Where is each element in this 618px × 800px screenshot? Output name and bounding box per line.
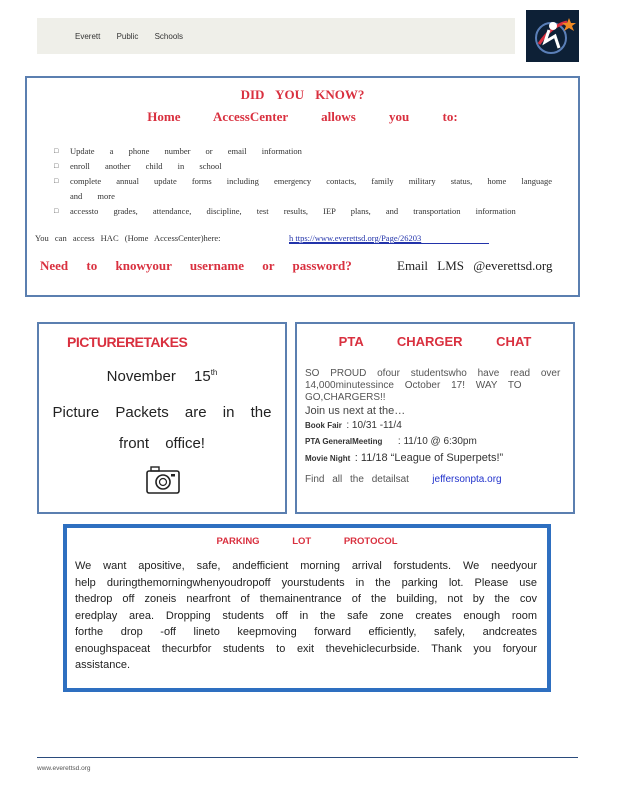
know-title: DID YOU KNOW? bbox=[240, 87, 365, 102]
did-you-know-section bbox=[25, 76, 580, 297]
hac-feature-list bbox=[54, 144, 559, 219]
retakes-body: Picture Packets are in the front office! bbox=[52, 404, 272, 452]
list-item: □ Update a phone number or email information bbox=[54, 144, 559, 159]
pta-find-text: Find all the detailsat jeffersonpta.org bbox=[305, 474, 502, 485]
charger-logo-icon bbox=[529, 12, 577, 60]
need-text: Need to knowyour username or password? bbox=[40, 258, 352, 273]
pta-join-text: Join us next at the… bbox=[305, 405, 406, 417]
pta-title: PTA CHARGER CHAT bbox=[338, 334, 532, 349]
pta-event: Movie Night : 11/18 “League of Superpets!” bbox=[305, 452, 504, 464]
parking-protocol-section bbox=[63, 524, 551, 692]
list-item: □ complete annual update forms including emergency contacts, family military status, home language and more bbox=[54, 174, 559, 204]
school-logo bbox=[526, 10, 579, 62]
camera-icon bbox=[145, 464, 181, 496]
footer-url: www.everettsd.org bbox=[37, 765, 91, 772]
pta-link[interactable]: jeffersonpta.org bbox=[432, 474, 502, 485]
retakes-date: November 15th bbox=[106, 368, 218, 385]
list-item: □ enroll another child in school bbox=[54, 159, 559, 174]
pta-proud-text: SO PROUD ofour studentswho have read over 14,000minutessince October 17! WAY TO GO,CHARGERS!! bbox=[305, 368, 561, 403]
pta-event: Book Fair : 10/31 -11/4 bbox=[305, 420, 402, 431]
list-item: □ accessto grades, attendance, discipline, test results, IEP plans, and transportation information bbox=[54, 204, 559, 219]
district-name: Everett Public Schools bbox=[75, 31, 184, 41]
access-text: You can access HAC (Home AccessCenter)here: bbox=[35, 233, 221, 243]
know-subtitle: Home AccessCenter allows you to: bbox=[147, 109, 458, 124]
parking-body: We want apositive, safe, andefficient morning arrival forstudents. We needyour help duringthemorningwhenyoudropoff yourstudents in the parking lot. Please use thedrop off zoneis nearfront of themainentrance of the building, not by the cov eredplay area. Dropping students off in the safe zone creates enough room forthe drop -off lineto keepmoving forward efficiently, safely, andcreates enoughspaceat thecurbfor students to exit thevehiclecurbside. Thank you foryour assistance. bbox=[75, 560, 537, 671]
retakes-title: PICTURERETAKES bbox=[67, 334, 188, 350]
header-bar bbox=[37, 18, 515, 54]
pta-charger-chat-section bbox=[295, 322, 575, 514]
pta-event: PTA GeneralMeeting : 11/10 @ 6:30pm bbox=[305, 436, 477, 447]
email-text: Email LMS @everettsd.org bbox=[397, 258, 553, 273]
pta-body bbox=[305, 368, 567, 486]
picture-retakes-section bbox=[37, 322, 287, 514]
parking-title: PARKING LOT PROTOCOL bbox=[216, 536, 398, 547]
hac-link[interactable]: h ttps://www.everettsd.org/Page/26203 bbox=[289, 233, 489, 244]
footer-divider bbox=[37, 757, 578, 758]
